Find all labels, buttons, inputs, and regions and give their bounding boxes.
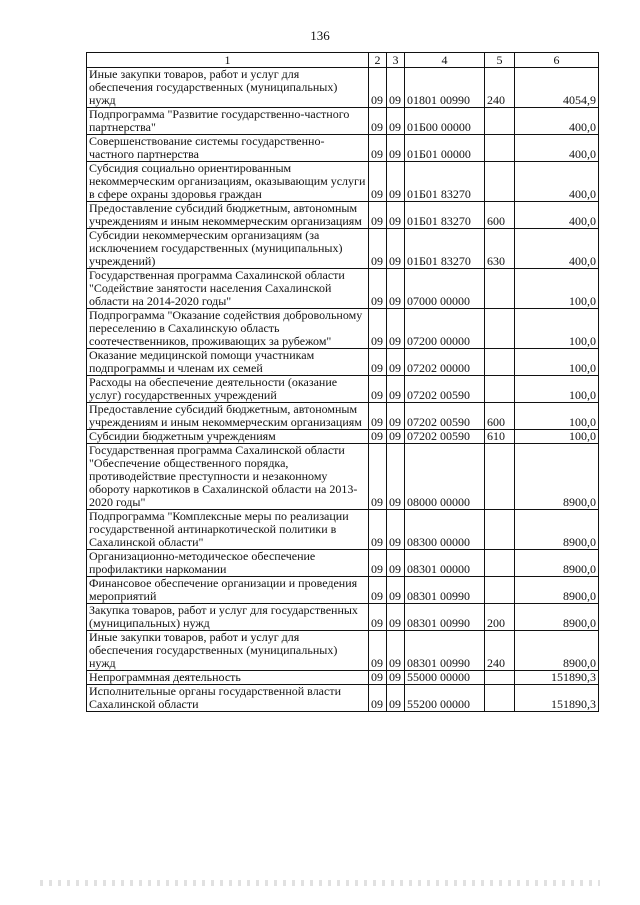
cell-amount: 151890,3 — [515, 671, 599, 685]
cell-section: 09 — [369, 577, 387, 604]
cell-target-article: 07000 00000 — [405, 269, 485, 309]
cell-amount: 100,0 — [515, 309, 599, 349]
cell-amount: 8900,0 — [515, 550, 599, 577]
table-row — [87, 430, 599, 444]
cell-subsection: 09 — [387, 162, 405, 202]
cell-section: 09 — [369, 108, 387, 135]
cell-amount: 8900,0 — [515, 577, 599, 604]
cell-target-article: 08301 00000 — [405, 550, 485, 577]
cell-amount: 8900,0 — [515, 510, 599, 550]
cell-section: 09 — [369, 671, 387, 685]
cell-name: Финансовое обеспечение организации и проведения мероприятий — [87, 577, 369, 604]
cell-section: 09 — [369, 162, 387, 202]
header-col-2: 2 — [369, 53, 387, 68]
table-row — [87, 269, 599, 309]
cell-target-article: 07202 00590 — [405, 376, 485, 403]
cell-expense-type: 240 — [485, 631, 515, 671]
cell-expense-type: 610 — [485, 430, 515, 444]
cell-name: Подпрограмма "Оказание содействия добровольному переселению в Сахалинскую область соотечественников, проживающих за рубежом" — [87, 309, 369, 349]
cell-expense-type — [485, 349, 515, 376]
table-row — [87, 135, 599, 162]
cell-target-article: 08301 00990 — [405, 577, 485, 604]
cell-subsection: 09 — [387, 430, 405, 444]
cell-amount: 400,0 — [515, 135, 599, 162]
cell-amount: 400,0 — [515, 162, 599, 202]
cell-target-article: 01Б00 00000 — [405, 108, 485, 135]
cell-name: Государственная программа Сахалинской области "Содействие занятости населения Сахалинской области на 2014-2020 годы" — [87, 269, 369, 309]
cell-amount: 8900,0 — [515, 444, 599, 510]
cell-section: 09 — [369, 269, 387, 309]
cell-subsection: 09 — [387, 577, 405, 604]
table-row — [87, 162, 599, 202]
cell-subsection: 09 — [387, 510, 405, 550]
cell-target-article: 08000 00000 — [405, 444, 485, 510]
cell-amount: 8900,0 — [515, 631, 599, 671]
cell-amount: 100,0 — [515, 403, 599, 430]
table-row — [87, 202, 599, 229]
cell-target-article: 07202 00590 — [405, 403, 485, 430]
cell-expense-type — [485, 685, 515, 712]
cell-amount: 151890,3 — [515, 685, 599, 712]
cell-name: Исполнительные органы государственной власти Сахалинской области — [87, 685, 369, 712]
cell-name: Субсидии некоммерческим организациям (за исключением государственных (муниципальных) учреждений) — [87, 229, 369, 269]
cell-amount: 100,0 — [515, 376, 599, 403]
header-col-1: 1 — [87, 53, 369, 68]
cell-name: Иные закупки товаров, работ и услуг для обеспечения государственных (муниципальных) нужд — [87, 68, 369, 108]
cell-target-article: 55000 00000 — [405, 671, 485, 685]
table-row — [87, 403, 599, 430]
scan-noise — [40, 880, 600, 886]
cell-subsection: 09 — [387, 376, 405, 403]
cell-name: Расходы на обеспечение деятельности (оказание услуг) государственных учреждений — [87, 376, 369, 403]
cell-expense-type: 600 — [485, 202, 515, 229]
cell-name: Совершенствование системы государственно-частного партнерства — [87, 135, 369, 162]
cell-expense-type: 630 — [485, 229, 515, 269]
table-row — [87, 550, 599, 577]
table-row — [87, 68, 599, 108]
cell-subsection: 09 — [387, 229, 405, 269]
cell-target-article: 07202 00590 — [405, 430, 485, 444]
header-col-6: 6 — [515, 53, 599, 68]
cell-amount: 100,0 — [515, 269, 599, 309]
cell-target-article: 08301 00990 — [405, 631, 485, 671]
header-col-3: 3 — [387, 53, 405, 68]
cell-name: Предоставление субсидий бюджетным, автономным учреждениям и иным некоммерческим организациям — [87, 403, 369, 430]
cell-amount: 400,0 — [515, 229, 599, 269]
cell-expense-type: 200 — [485, 604, 515, 631]
cell-target-article: 55200 00000 — [405, 685, 485, 712]
cell-section: 09 — [369, 550, 387, 577]
cell-name: Оказание медицинской помощи участникам подпрограммы и членам их семей — [87, 349, 369, 376]
cell-expense-type — [485, 135, 515, 162]
cell-name: Иные закупки товаров, работ и услуг для обеспечения государственных (муниципальных) нужд — [87, 631, 369, 671]
cell-expense-type — [485, 269, 515, 309]
cell-amount: 4054,9 — [515, 68, 599, 108]
table-row — [87, 604, 599, 631]
cell-target-article: 01Б01 00000 — [405, 135, 485, 162]
cell-target-article: 01Б01 83270 — [405, 202, 485, 229]
cell-expense-type — [485, 577, 515, 604]
table-row — [87, 631, 599, 671]
cell-name: Субсидии бюджетным учреждениям — [87, 430, 369, 444]
cell-name: Субсидия социально ориентированным некоммерческим организациям, оказывающим услуги в сфере охраны здоровья граждан — [87, 162, 369, 202]
cell-section: 09 — [369, 510, 387, 550]
cell-section: 09 — [369, 229, 387, 269]
cell-expense-type — [485, 376, 515, 403]
cell-section: 09 — [369, 604, 387, 631]
cell-expense-type — [485, 671, 515, 685]
table-row — [87, 685, 599, 712]
cell-name: Подпрограмма "Развитие государственно-частного партнерства" — [87, 108, 369, 135]
cell-section: 09 — [369, 430, 387, 444]
cell-name: Организационно-методическое обеспечение профилактики наркомании — [87, 550, 369, 577]
cell-name: Предоставление субсидий бюджетным, автономным учреждениям и иным некоммерческим организациям — [87, 202, 369, 229]
cell-amount: 400,0 — [515, 202, 599, 229]
cell-amount: 100,0 — [515, 349, 599, 376]
table-row — [87, 510, 599, 550]
table-row — [87, 444, 599, 510]
cell-expense-type — [485, 510, 515, 550]
table-body — [87, 68, 599, 712]
cell-subsection: 09 — [387, 202, 405, 229]
table-row — [87, 349, 599, 376]
cell-subsection: 09 — [387, 349, 405, 376]
cell-section: 09 — [369, 685, 387, 712]
cell-expense-type: 240 — [485, 68, 515, 108]
cell-section: 09 — [369, 349, 387, 376]
cell-name: Подпрограмма "Комплексные меры по реализации государственной антинаркотической политики в Сахалинской области" — [87, 510, 369, 550]
cell-target-article: 01Б01 83270 — [405, 162, 485, 202]
cell-name: Государственная программа Сахалинской области "Обеспечение общественного порядка, противодействие преступности и незаконному обороту наркотиков в Сахалинской области на 2013-2020 годы" — [87, 444, 369, 510]
cell-section: 09 — [369, 403, 387, 430]
cell-section: 09 — [369, 202, 387, 229]
cell-subsection: 09 — [387, 269, 405, 309]
cell-target-article: 07202 00000 — [405, 349, 485, 376]
table-row — [87, 309, 599, 349]
cell-subsection: 09 — [387, 685, 405, 712]
cell-section: 09 — [369, 309, 387, 349]
cell-section: 09 — [369, 68, 387, 108]
table-row — [87, 229, 599, 269]
cell-expense-type: 600 — [485, 403, 515, 430]
header-col-5: 5 — [485, 53, 515, 68]
table-row — [87, 577, 599, 604]
cell-target-article: 01Б01 83270 — [405, 229, 485, 269]
table-row — [87, 376, 599, 403]
cell-section: 09 — [369, 444, 387, 510]
cell-subsection: 09 — [387, 135, 405, 162]
cell-name: Непрограммная деятельность — [87, 671, 369, 685]
cell-amount: 100,0 — [515, 430, 599, 444]
cell-expense-type — [485, 108, 515, 135]
cell-expense-type — [485, 309, 515, 349]
table-row — [87, 671, 599, 685]
cell-amount: 8900,0 — [515, 604, 599, 631]
budget-table — [86, 52, 599, 712]
cell-target-article: 08301 00990 — [405, 604, 485, 631]
header-col-4: 4 — [405, 53, 485, 68]
header-row — [87, 53, 599, 68]
cell-subsection: 09 — [387, 444, 405, 510]
cell-subsection: 09 — [387, 68, 405, 108]
cell-section: 09 — [369, 631, 387, 671]
cell-subsection: 09 — [387, 108, 405, 135]
cell-expense-type — [485, 162, 515, 202]
cell-subsection: 09 — [387, 671, 405, 685]
cell-target-article: 01801 00990 — [405, 68, 485, 108]
cell-subsection: 09 — [387, 550, 405, 577]
page-number: 136 — [310, 28, 330, 43]
cell-target-article: 08300 00000 — [405, 510, 485, 550]
cell-section: 09 — [369, 135, 387, 162]
cell-amount: 400,0 — [515, 108, 599, 135]
cell-name: Закупка товаров, работ и услуг для государственных (муниципальных) нужд — [87, 604, 369, 631]
cell-subsection: 09 — [387, 309, 405, 349]
table-row — [87, 108, 599, 135]
cell-subsection: 09 — [387, 403, 405, 430]
cell-expense-type — [485, 550, 515, 577]
cell-target-article: 07200 00000 — [405, 309, 485, 349]
cell-expense-type — [485, 444, 515, 510]
cell-subsection: 09 — [387, 631, 405, 671]
cell-section: 09 — [369, 376, 387, 403]
cell-subsection: 09 — [387, 604, 405, 631]
